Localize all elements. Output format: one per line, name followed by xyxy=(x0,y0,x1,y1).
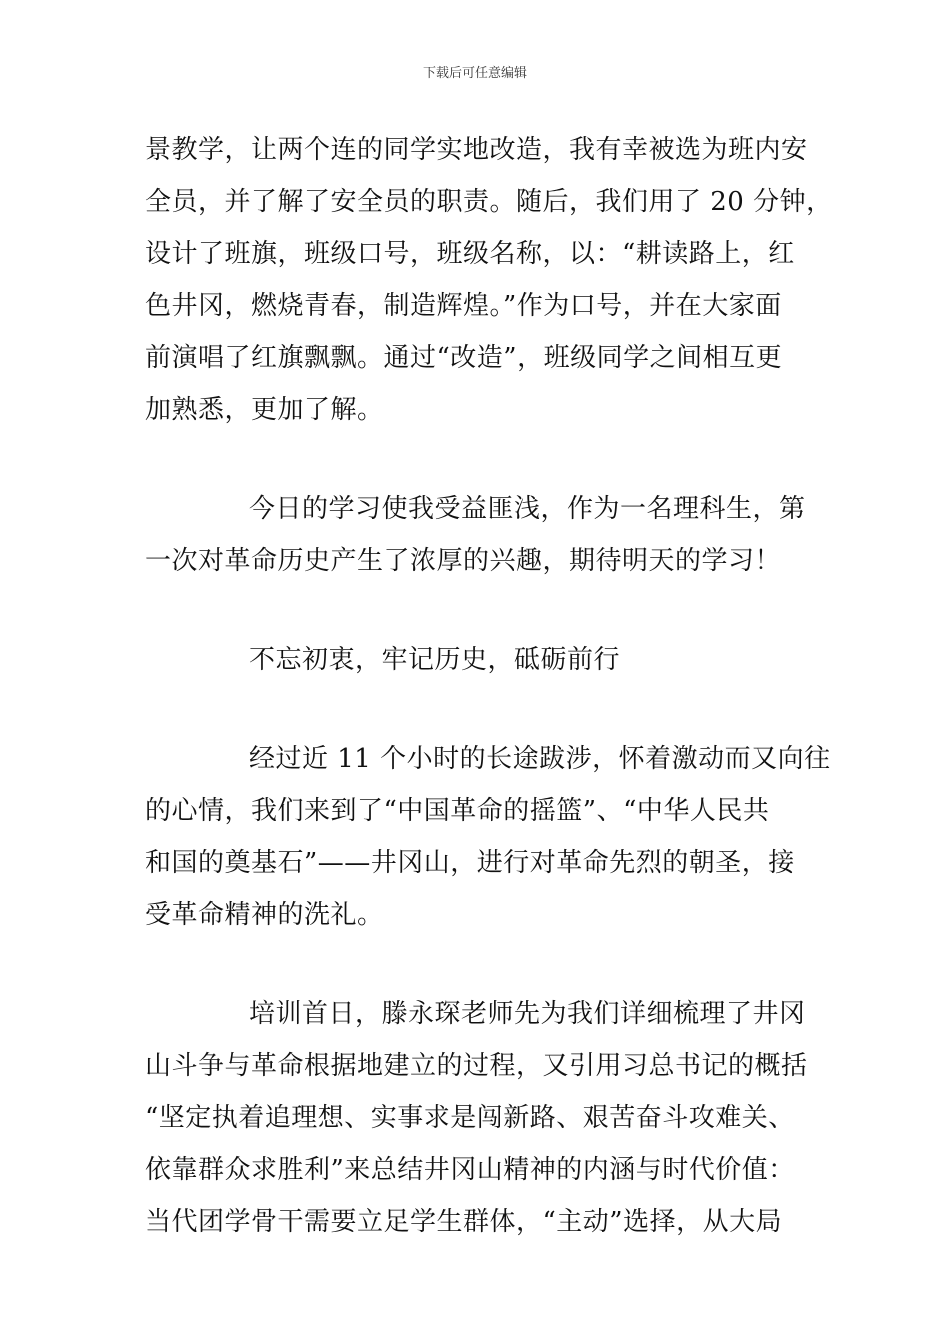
paragraph-arrival xyxy=(145,733,831,941)
text-line: 景教学，让两个连的同学实地改造，我有幸被选为班内安 xyxy=(145,135,808,165)
text-line: 和国的奠基石”——井冈山，进行对革命先烈的朝圣，接 xyxy=(145,848,795,878)
text-line: 培训首日，滕永琛老师先为我们详细梳理了井冈 xyxy=(249,999,806,1029)
text-line: 加熟悉，更加了解。 xyxy=(145,395,384,425)
text-line: “坚定执着追理想、实事求是闯新路、艰苦奋斗攻难关、 xyxy=(145,1103,795,1133)
text-line: 的心情，我们来到了“中国革命的摇篮”、“中华人民共 xyxy=(145,796,770,826)
page-header: 下载后可任意编辑 xyxy=(422,66,527,81)
text-line: 受革命精神的洗礼。 xyxy=(145,900,384,930)
text-line: 当代团学骨干需要立足学生群体，“主动”选择，从大局 xyxy=(145,1207,783,1237)
text-line: 经过近 11 个小时的长途跋涉，怀着激动而又向往 xyxy=(249,744,831,774)
document-body xyxy=(145,124,833,1248)
paragraph-practice-recap xyxy=(145,124,833,436)
section-heading xyxy=(145,634,810,686)
text-line: 色井冈，燃烧青春，制造辉煌。”作为口号，并在大家面 xyxy=(145,291,782,321)
text-line: 前演唱了红旗飘飘。通过“改造”，班级同学之间相互更 xyxy=(145,343,783,373)
heading-line: 不忘初衷，牢记历史，砥砺前行 xyxy=(249,645,621,675)
text-line: 山斗争与革命根据地建立的过程，又引用习总书记的概括 xyxy=(145,1051,808,1081)
text-line: 全员，并了解了安全员的职责。随后，我们用了 20 分钟， xyxy=(145,187,833,217)
text-line: 一次对革命历史产生了浓厚的兴趣，期待明天的学习！ xyxy=(145,546,782,576)
text-line: 设计了班旗，班级口号，班级名称，以：“耕读路上，红 xyxy=(145,239,795,269)
paragraph-training-day-one xyxy=(145,988,810,1248)
text-line: 今日的学习使我受益匪浅，作为一名理科生，第 xyxy=(249,494,806,524)
paragraph-reflection xyxy=(145,483,810,587)
text-line: 依靠群众求胜利”来总结井冈山精神的内涵与时代价值： xyxy=(145,1155,795,1185)
